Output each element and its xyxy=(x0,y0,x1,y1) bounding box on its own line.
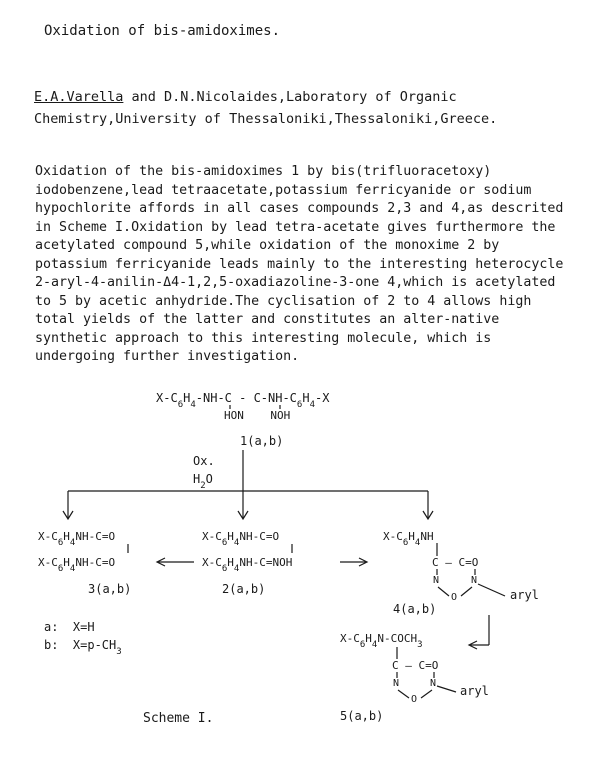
compound-5-line1: $X-C_6H_4N-COCH_3$ xyxy=(340,632,423,650)
first-author: E.A.Varella xyxy=(34,89,124,105)
scheme-caption: Scheme I. xyxy=(143,711,214,726)
reagent-ox: Ox. xyxy=(193,454,215,468)
paper-title: Oxidation of bis-amidoximes. xyxy=(44,23,281,39)
compound-4-line1: $X-C_6H_4NH$ xyxy=(383,530,434,548)
legend-a: a: X=H xyxy=(44,620,95,634)
compound-4-label: 4(a,b) xyxy=(393,602,437,616)
compound-4-aryl: aryl xyxy=(510,588,539,602)
compound-2-line2: $X-C_6H_4NH-C=NOH$ xyxy=(202,556,293,574)
compound-1-formula: $X-C_6H_4-NH-C - C-NH-C_6H_4-X$ xyxy=(156,391,330,410)
reagent-water: $H_2O$ xyxy=(193,472,213,491)
compound-4-o: O xyxy=(451,592,458,603)
affiliation-line1: and D.N.Nicolaides,Laboratory of Organic xyxy=(123,89,457,105)
abstract-text: Oxidation of the bis-amidoximes 1 by bis(trifluoracetoxy) iodobenzene,lead tetraacetate,potassium ferricyanide or sodium hypochlorite affords in all cases compounds 2,3 and 4,as descrited in Scheme I.Oxidation by lead tetra-acetate gives furthermore the acetylated compound 5,while oxidation of the monoxime 2 by potassium ferricyanide leads mainly to the interesting heterocycle 2-aryl-4-anilin-Δ4-1,2,5-oxadiazoline-3-one 4,which is acetylated to 5 by acetic anhydride.The cyclisation of 2 to 4 allows high total yields of the latter and constitutes an alter-native synthetic approach to this interesting molecule, which is undergoing further investigation. xyxy=(35,164,564,364)
compound-3-line2: $X-C_6H_4NH-C=O$ xyxy=(38,556,116,574)
compound-5-n-right: N xyxy=(430,678,437,689)
compound-2-label: 2(a,b) xyxy=(222,582,266,596)
compound-1-label: 1(a,b) xyxy=(240,434,284,448)
compound-4-n-right: N xyxy=(471,575,478,586)
compound-2-line1: $X-C_6H_4NH-C=O$ xyxy=(202,530,280,548)
compound-5-ring: C — C=O xyxy=(392,659,439,672)
compound-3-line1: $X-C_6H_4NH-C=O$ xyxy=(38,530,116,548)
compound-4-n-left: N xyxy=(433,575,440,586)
compound-5-aryl: aryl xyxy=(460,684,489,698)
compound-3-label: 3(a,b) xyxy=(88,582,132,596)
affiliation-line2: Chemistry,University of Thessaloniki,Thessaloniki,Greece. xyxy=(34,111,498,127)
legend-b: b: $X=p-CH_3$ xyxy=(44,638,122,657)
compound-5-label: 5(a,b) xyxy=(340,709,384,723)
compound-5-n-left: N xyxy=(393,678,400,689)
compound-4-ring: C — C=O xyxy=(432,556,479,569)
compound-5-o: O xyxy=(411,694,418,705)
compound-1-oxime-groups: HON NOH xyxy=(224,409,291,422)
